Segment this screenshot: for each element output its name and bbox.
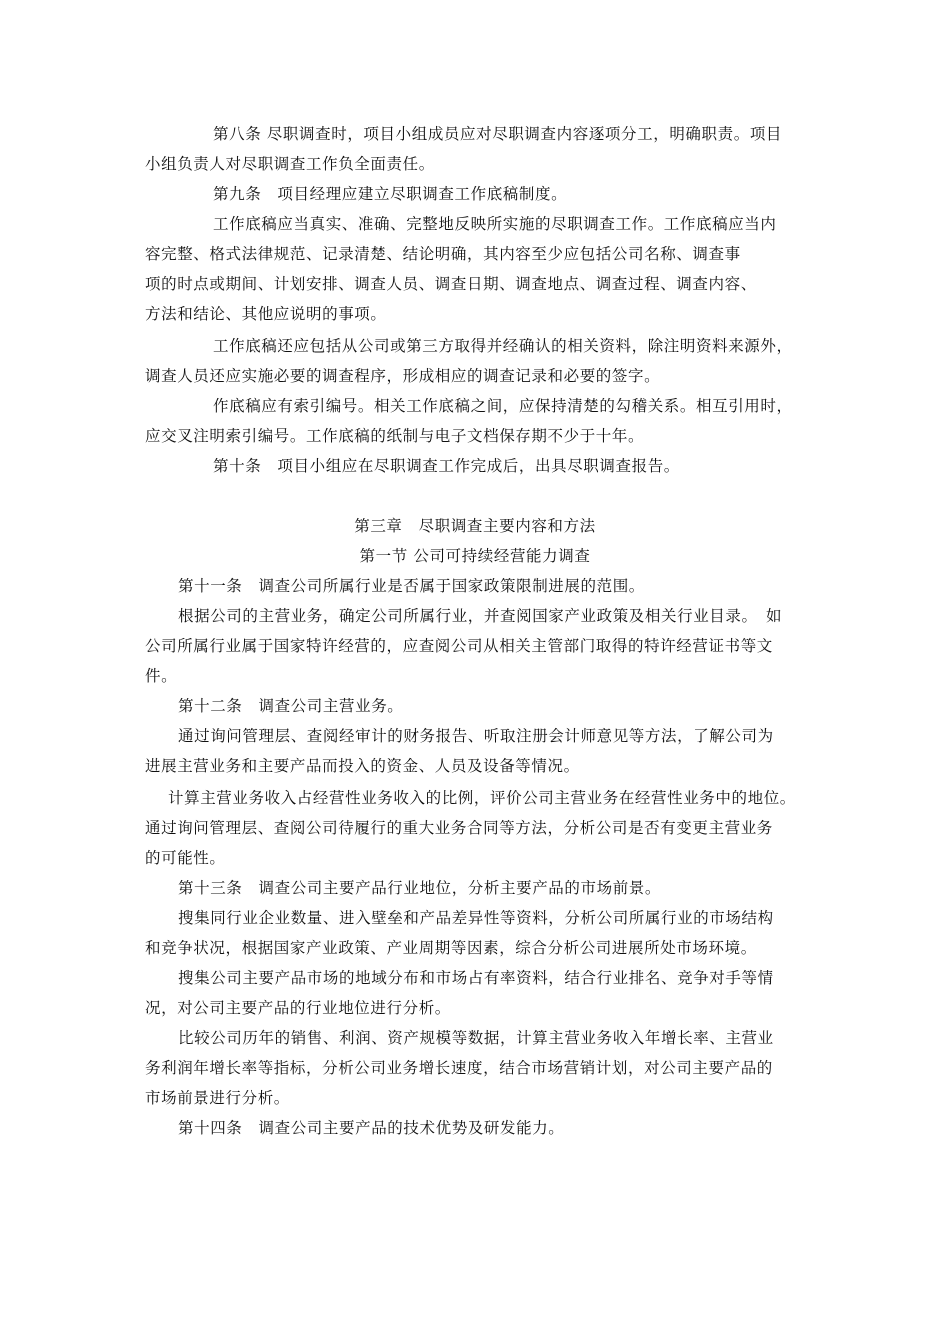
text-line: 公司所属行业属于国家特许经营的，应查阅公司从相关主管部门取得的特许经营证书等文 xyxy=(145,637,773,655)
article-9-heading: 第九条 项目经理应建立尽职调查工作底稿制度。 xyxy=(213,185,568,203)
text-line: 工作底稿还应包括从公司或第三方取得并经确认的相关资料，除注明资料来源外， xyxy=(213,337,793,355)
text-line: 工作底稿应当真实、准确、完整地反映所实施的尽职调查工作。工作底稿应当内 xyxy=(213,215,777,233)
text-line: 的可能性。 xyxy=(145,849,226,867)
text-line: 进展主营业务和主要产品而投入的资金、人员及设备等情况。 xyxy=(145,757,580,775)
text-line: 第八条 尽职调查时，项目小组成员应对尽职调查内容逐项分工，明确职责。项目 xyxy=(213,125,783,143)
article-12-heading: 第十二条 调查公司主营业务。 xyxy=(178,697,404,715)
text-line: 作底稿应有索引编号。相关工作底稿之间，应保持清楚的勾稽关系。相互引用时， xyxy=(213,397,793,415)
text-line: 应交叉注明索引编号。工作底稿的纸制与电子文档保存期不少于十年。 xyxy=(145,427,645,445)
text-line: 根据公司的主营业务，确定公司所属行业，并查阅国家产业政策及相关行业目录。 如 xyxy=(178,607,783,625)
text-line: 搜集同行业企业数量、进入壁垒和产品差异性等资料，分析公司所属行业的市场结构 xyxy=(178,909,774,927)
text-line: 项的时点或期间、计划安排、调查人员、调查日期、调查地点、调查过程、调查内容、 xyxy=(145,275,757,293)
article-14-heading: 第十四条 调查公司主要产品的技术优势及研发能力。 xyxy=(178,1119,565,1137)
text-line: 通过询问管理层、查阅经审计的财务报告、听取注册会计师意见等方法，了解公司为 xyxy=(178,727,774,745)
text-line: 通过询问管理层、查阅公司待履行的重大业务合同等方法，分析公司是否有变更主营业务 xyxy=(145,819,773,837)
text-line: 务利润年增长率等指标，分析公司业务增长速度，结合市场营销计划，对公司主要产品的 xyxy=(145,1059,773,1077)
text-line: 件。 xyxy=(145,667,178,685)
text-line: 小组负责人对尽职调查工作负全面责任。 xyxy=(145,155,435,173)
text-line: 市场前景进行分析。 xyxy=(145,1089,290,1107)
text-line: 容完整、格式法律规范、记录清楚、结论明确，其内容至少应包括公司名称、调查事 xyxy=(145,245,741,263)
article-13-heading: 第十三条 调查公司主要产品行业地位，分析主要产品的市场前景。 xyxy=(178,879,662,897)
text-line: 计算主营业务收入占经营性业务收入的比例，评价公司主营业务在经营性业务中的地位。 xyxy=(168,789,796,807)
text-line: 况，对公司主要产品的行业地位进行分析。 xyxy=(145,999,451,1017)
section-title: 第一节 公司可持续经营能力调查 xyxy=(359,547,591,565)
text-line: 方法和结论、其他应说明的事项。 xyxy=(145,305,387,323)
text-line: 比较公司历年的销售、利润、资产规模等数据，计算主营业务收入年增长率、主营业 xyxy=(178,1029,774,1047)
chapter-title: 第三章 尽职调查主要内容和方法 xyxy=(354,517,596,535)
text-line: 和竞争状况，根据国家产业政策、产业周期等因素，综合分析公司进展所处市场环境。 xyxy=(145,939,757,957)
text-line: 搜集公司主要产品市场的地域分布和市场占有率资料，结合行业排名、竞争对手等情 xyxy=(178,969,774,987)
article-10-heading: 第十条 项目小组应在尽职调查工作完成后，出具尽职调查报告。 xyxy=(213,457,680,475)
text-line: 调查人员还应实施必要的调查程序，形成相应的调查记录和必要的签字。 xyxy=(145,367,661,385)
article-11-heading: 第十一条 调查公司所属行业是否属于国家政策限制进展的范围。 xyxy=(178,577,645,595)
